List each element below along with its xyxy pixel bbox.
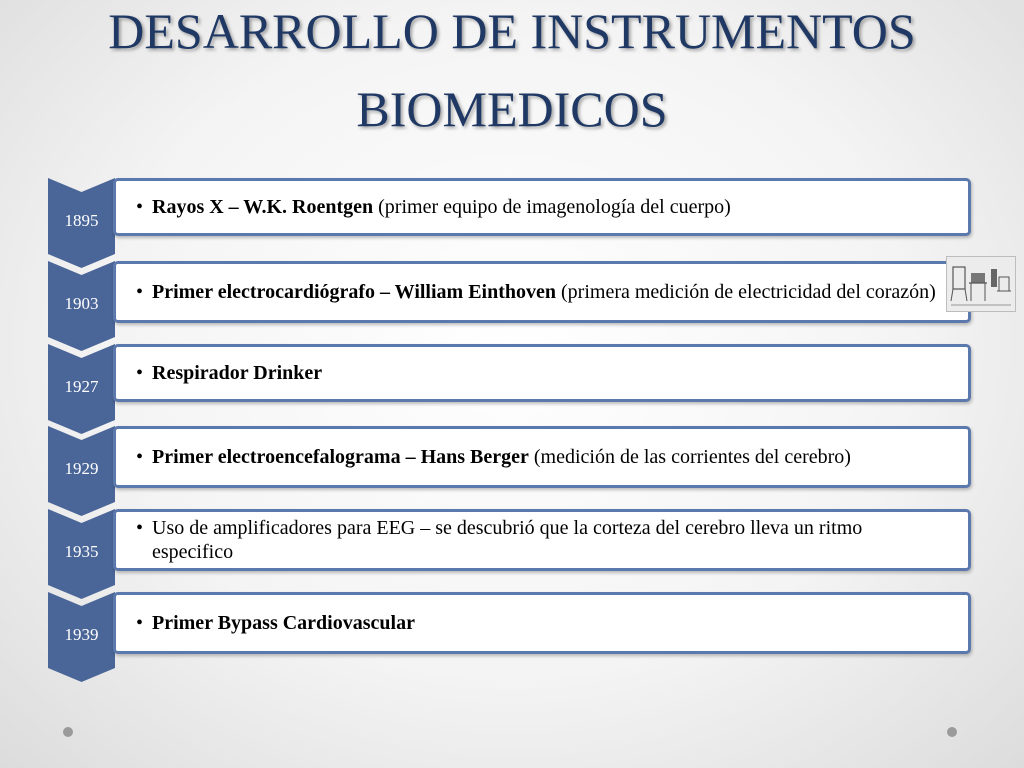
event-title: Rayos X – W.K. Roentgen: [152, 196, 374, 218]
event-text: [136, 445, 936, 469]
event-box: [113, 592, 971, 654]
slide-decoration-dot-right: [947, 727, 957, 737]
timeline-row-1929: [48, 426, 978, 516]
slide-title: [0, 0, 1024, 148]
slide-decoration-dot-left: [63, 727, 73, 737]
bullet-icon: •: [136, 362, 144, 384]
event-box: [113, 426, 971, 488]
timeline-row-1903: [48, 261, 978, 351]
year-label: 1929: [64, 459, 99, 478]
event-detail: (primer equipo de imagenología del cuerpo): [373, 196, 731, 218]
event-text: [136, 516, 936, 564]
timeline-row-1895: [48, 178, 978, 268]
year-label: 1939: [64, 625, 99, 644]
event-box: [113, 509, 971, 571]
electrocardiograph-illustration-icon: [947, 257, 1015, 311]
bullet-icon: •: [136, 612, 144, 634]
year-label: 1927: [64, 377, 99, 396]
event-box: [113, 344, 971, 402]
event-text: [136, 361, 936, 385]
event-text: [136, 195, 936, 219]
event-text: [136, 280, 936, 304]
event-box: [113, 178, 971, 236]
bullet-icon: •: [136, 517, 144, 539]
event-title: Respirador Drinker: [152, 362, 323, 384]
slide-title-line-2: BIOMEDICOS: [356, 81, 668, 137]
event-title: Primer electrocardiógrafo – William Einthoven: [152, 281, 557, 303]
timeline-row-1935: [48, 509, 978, 599]
timeline-row-1939: [48, 592, 978, 682]
electrocardiograph-photo: [946, 256, 1016, 312]
year-label: 1895: [64, 211, 99, 230]
year-label: 1903: [64, 294, 99, 313]
bullet-icon: •: [136, 196, 144, 218]
event-title: Primer Bypass Cardiovascular: [152, 612, 415, 634]
event-text: [136, 611, 936, 635]
event-detail: (medición de las corrientes del cerebro): [528, 446, 851, 468]
event-detail: Uso de amplificadores para EEG – se descubrió que la corteza del cerebro lleva un ritmo especifico: [152, 517, 863, 563]
bullet-icon: •: [136, 446, 144, 468]
event-box: [113, 261, 971, 323]
slide-title-line-1: DESARROLLO DE INSTRUMENTOS: [108, 3, 916, 59]
event-detail: (primera medición de electricidad del corazón): [556, 281, 936, 303]
timeline-row-1927: [48, 344, 978, 434]
year-label: 1935: [64, 542, 99, 561]
event-title: Primer electroencefalograma – Hans Berger: [152, 446, 529, 468]
bullet-icon: •: [136, 281, 144, 303]
